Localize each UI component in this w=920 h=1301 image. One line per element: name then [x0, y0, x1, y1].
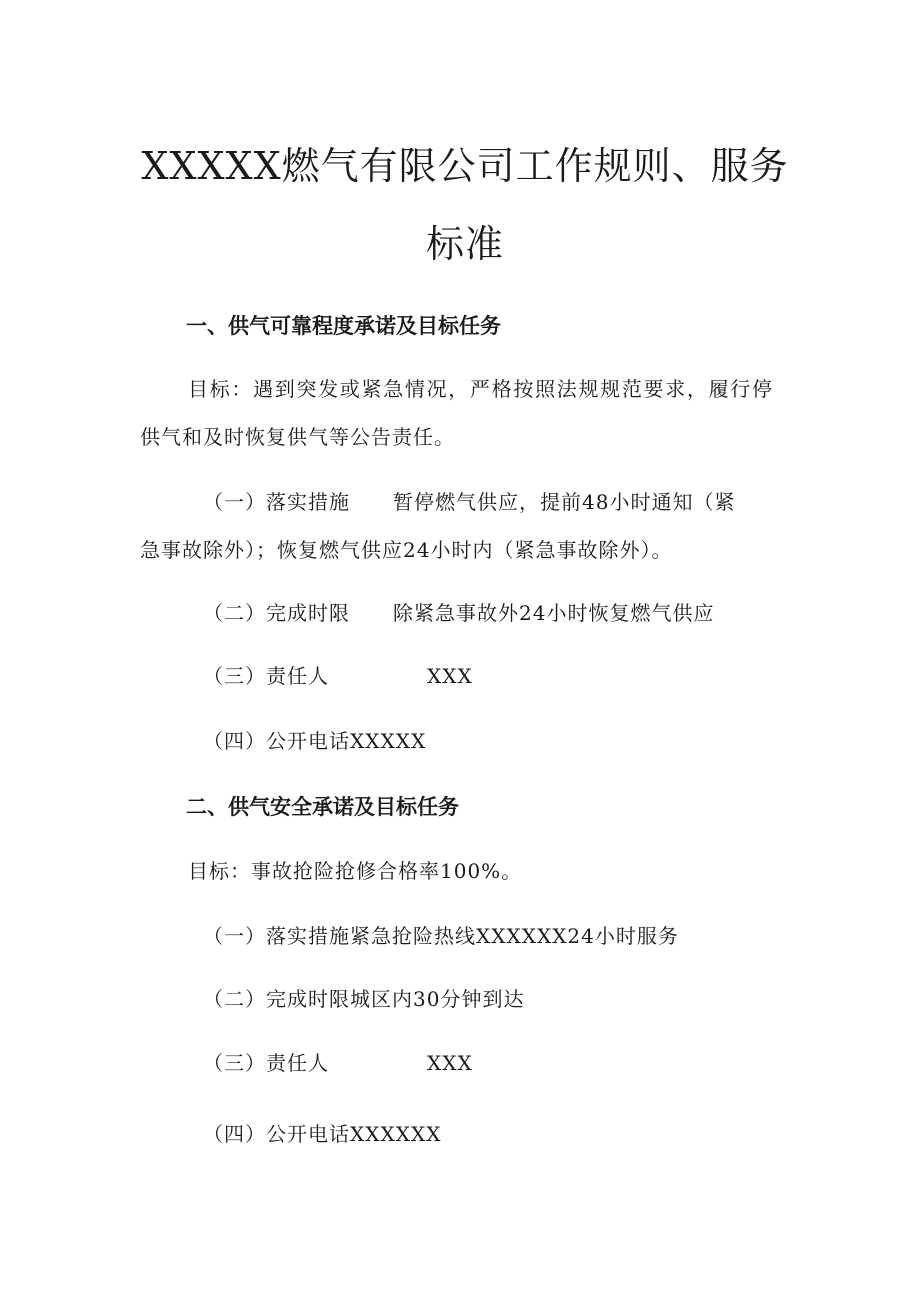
- section-2-goal: 目标：事故抢险抢修合格率100%。: [188, 859, 523, 883]
- section-1-goal-line-1: 目标：遇到突发或紧急情况，严格按照法规规范要求，履行停: [188, 377, 773, 401]
- section-2-item-3: [203, 1053, 473, 1073]
- section-1-item-2-text: 除紧急事故外24小时恢复燃气供应: [393, 601, 715, 625]
- section-2-item-3-text: XXX: [427, 1051, 473, 1075]
- section-2-item-2: （二）完成时限城区内30分钟到达: [203, 987, 525, 1011]
- section-1-item-1-line-2: 急事故除外）；恢复燃气供应24小时内（紧急事故除外）。: [140, 538, 673, 562]
- section-2-item-1: （一）落实措施紧急抢险热线XXXXXX24小时服务: [203, 924, 679, 948]
- section-1-item-1-text: 暂停燃气供应，提前48小时通知（紧: [393, 490, 736, 514]
- section-1-item-2-label: （二）完成时限: [203, 601, 350, 625]
- section-1-item-3: [203, 666, 473, 686]
- section-1-item-3-text: XXX: [427, 664, 473, 688]
- document-title-line-2: 标准: [425, 222, 504, 266]
- section-1-item-4: （四）公开电话XXXXX: [203, 729, 427, 753]
- section-1-item-1: [203, 492, 735, 512]
- section-1-goal-line-2: 供气和及时恢复供气等公告责任。: [140, 425, 455, 449]
- section-2-item-4: （四）公开电话XXXXXX: [203, 1122, 442, 1146]
- section-1-item-1-label: （一）落实措施: [203, 490, 350, 514]
- section-1-heading: 一、供气可靠程度承诺及目标任务: [186, 314, 501, 338]
- section-2-heading: 二、供气安全承诺及目标任务: [186, 795, 459, 819]
- document-title-line-1: XXXXX燃气有限公司工作规则、服务: [141, 144, 789, 188]
- section-1-item-2: [203, 603, 714, 623]
- section-2-item-3-label: （三）责任人: [203, 1051, 329, 1075]
- section-1-item-3-label: （三）责任人: [203, 664, 329, 688]
